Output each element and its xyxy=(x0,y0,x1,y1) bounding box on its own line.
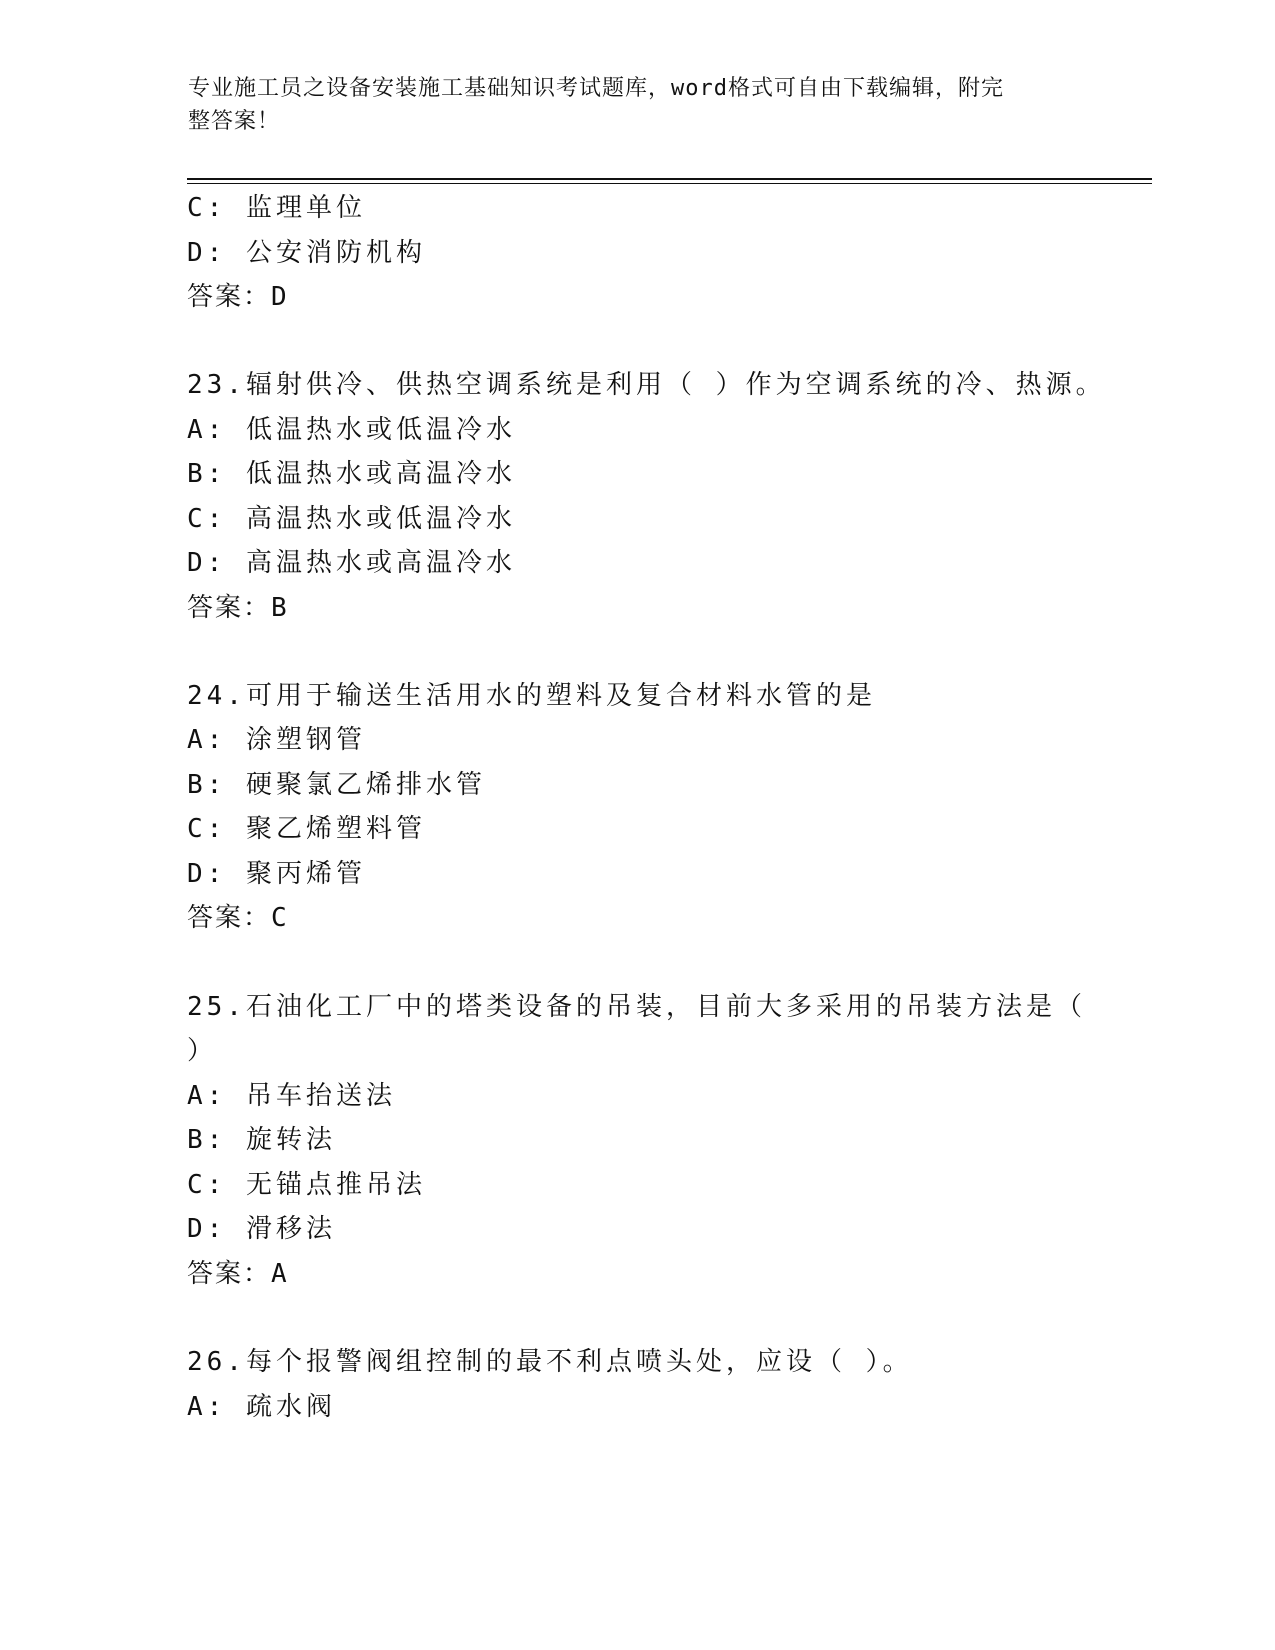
option-line: C: 监理单位 xyxy=(187,193,366,223)
option-line: A: 涂塑钢管 xyxy=(187,725,366,755)
answer-line: 答案：C xyxy=(187,903,289,933)
option-line: C: 聚乙烯塑料管 xyxy=(187,814,426,844)
question-line: 26.每个报警阀组控制的最不利点喷头处，应设（ ）。 xyxy=(187,1347,913,1377)
option-line: B: 旋转法 xyxy=(187,1125,336,1155)
question-line: ） xyxy=(187,1036,218,1066)
option-line: B: 硬聚氯乙烯排水管 xyxy=(187,770,486,800)
header-divider xyxy=(187,178,1152,180)
answer-line: 答案：D xyxy=(187,282,289,312)
question-line: 24.可用于输送生活用水的塑料及复合材料水管的是 xyxy=(187,681,876,711)
answer-line: 答案：A xyxy=(187,1259,289,1289)
answer-line: 答案：B xyxy=(187,593,289,623)
option-line: D: 高温热水或高温冷水 xyxy=(187,548,516,578)
option-line: C: 无锚点推吊法 xyxy=(187,1170,426,1200)
option-line: D: 公安消防机构 xyxy=(187,238,426,268)
option-line: A: 低温热水或低温冷水 xyxy=(187,415,516,445)
header-divider-thin xyxy=(187,183,1152,184)
header-line-2: 整答案！ xyxy=(188,109,281,134)
option-line: D: 聚丙烯管 xyxy=(187,859,366,889)
document-header xyxy=(188,72,1068,138)
option-line: C: 高温热水或低温冷水 xyxy=(187,504,516,534)
option-line: A: 疏水阀 xyxy=(187,1392,336,1422)
option-line: B: 低温热水或高温冷水 xyxy=(187,459,516,489)
header-line-1: 专业施工员之设备安装施工基础知识考试题库，word格式可自由下载编辑，附完 xyxy=(188,76,1004,101)
option-line: D: 滑移法 xyxy=(187,1214,336,1244)
option-line: A: 吊车抬送法 xyxy=(187,1081,396,1111)
question-line: 25.石油化工厂中的塔类设备的吊装，目前大多采用的吊装方法是（ xyxy=(187,992,1086,1022)
question-line: 23.辐射供冷、供热空调系统是利用（ ）作为空调系统的冷、热源。 xyxy=(187,370,1106,400)
